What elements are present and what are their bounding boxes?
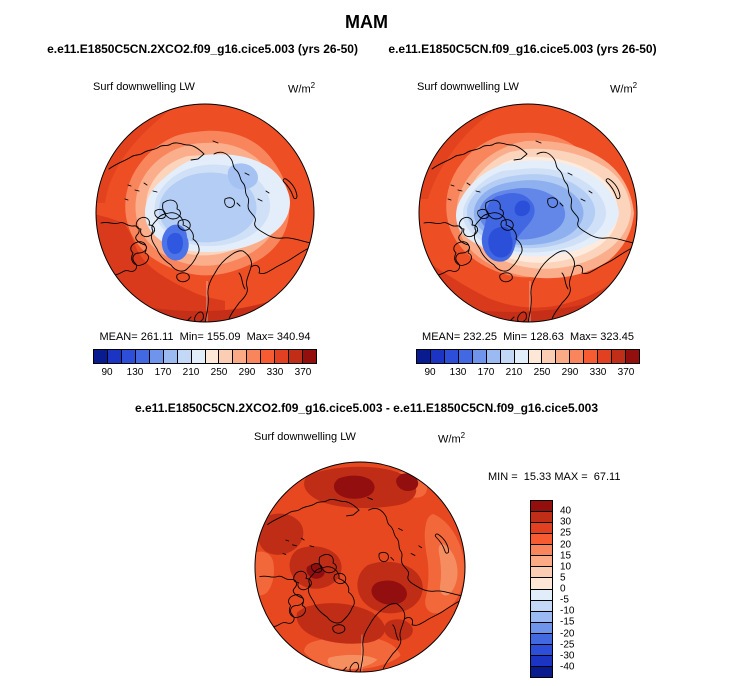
colorbar-segment xyxy=(487,350,501,363)
map-control xyxy=(418,103,638,323)
colorbar-segment xyxy=(150,350,164,363)
colorbar-value-label: 15 xyxy=(560,550,572,562)
colorbar-segment xyxy=(531,667,552,677)
colorbar-segment xyxy=(136,350,150,363)
colorbar-tick-label: 330 xyxy=(266,367,284,378)
colorbar-segment xyxy=(531,645,552,656)
colorbar-segment xyxy=(108,350,122,363)
colorbar-value-label: -10 xyxy=(560,605,575,617)
colorbar-segment xyxy=(192,350,206,363)
colorbar-segment xyxy=(459,350,473,363)
colorbar-right-ticks xyxy=(416,367,640,379)
colorbar-segment xyxy=(598,350,612,363)
field-label-diff: Surf downwelling LW xyxy=(254,431,356,443)
colorbar-segment xyxy=(531,623,552,634)
colorbar-right xyxy=(416,349,640,364)
colorbar-segment xyxy=(206,350,220,363)
colorbar-value-label: -40 xyxy=(560,661,575,673)
colorbar-left xyxy=(93,349,317,364)
colorbar-value-label: -25 xyxy=(560,639,575,651)
subtitle-left-case: e.e11.E1850C5CN.2XCO2.f09_g16.cice5.003 (yrs 26-50) xyxy=(47,42,358,56)
stats-left: MEAN= 261.11 Min= 155.09 Max= 340.94 xyxy=(99,331,311,343)
colorbar-segment xyxy=(531,590,552,601)
page-title: MAM xyxy=(345,12,388,32)
colorbar-tick-label: 370 xyxy=(294,367,312,378)
colorbar-segment xyxy=(247,350,261,363)
units-text: W/m xyxy=(438,433,461,446)
colorbar-segment xyxy=(529,350,543,363)
colorbar-segment xyxy=(626,350,639,363)
colorbar-segment xyxy=(531,656,552,667)
subtitle-difference: e.e11.E1850C5CN.2XCO2.f09_g16.cice5.003 - e.e11.E1850C5CN.f09_g16.cice5.003 xyxy=(135,401,598,415)
units-exponent: 2 xyxy=(460,431,466,440)
colorbar-tick-label: 90 xyxy=(424,367,436,378)
colorbar-value-label: 30 xyxy=(560,516,572,528)
colorbar-tick-label: 130 xyxy=(126,367,144,378)
map-2xco2 xyxy=(95,103,315,323)
colorbar-tick-label: 170 xyxy=(154,367,172,378)
colorbar-segment xyxy=(531,612,552,623)
stats-diff: MIN = 15.33 MAX = 67.11 xyxy=(488,471,621,483)
colorbar-segment xyxy=(431,350,445,363)
units-label-right xyxy=(610,81,637,96)
colorbar-segment xyxy=(261,350,275,363)
units-text: W/m xyxy=(610,83,633,96)
colorbar-segment xyxy=(570,350,584,363)
colorbar-tick-label: 210 xyxy=(505,367,523,378)
units-label-left xyxy=(288,81,315,96)
colorbar-value-label: -5 xyxy=(560,594,569,606)
colorbar-segment xyxy=(94,350,108,363)
colorbar-tick-label: 290 xyxy=(238,367,256,378)
colorbar-value-label: 5 xyxy=(560,572,566,584)
colorbar-segment xyxy=(473,350,487,363)
colorbar-value-label: -20 xyxy=(560,628,575,639)
colorbar-segment xyxy=(417,350,431,363)
colorbar-segment xyxy=(178,350,192,363)
colorbar-tick-label: 330 xyxy=(589,367,607,378)
colorbar-tick-label: 250 xyxy=(533,367,551,378)
colorbar-tick-label: 170 xyxy=(477,367,495,378)
colorbar-segment xyxy=(219,350,233,363)
colorbar-segment xyxy=(531,634,552,645)
colorbar-segment xyxy=(531,578,552,589)
colorbar-tick-label: 210 xyxy=(182,367,200,378)
colorbar-value-label: 10 xyxy=(560,561,572,573)
colorbar-tick-label: 130 xyxy=(449,367,467,378)
colorbar-value-label: 25 xyxy=(560,527,572,539)
subtitle-right-case: e.e11.E1850C5CN.f09_g16.cice5.003 (yrs 26-50) xyxy=(388,42,657,56)
colorbar-value-label: 0 xyxy=(560,583,566,595)
colorbar-segment xyxy=(164,350,178,363)
colorbar-segment xyxy=(233,350,247,363)
colorbar-segment xyxy=(303,350,316,363)
units-exponent: 2 xyxy=(632,81,638,90)
colorbar-segment xyxy=(501,350,515,363)
units-label-diff xyxy=(438,431,465,446)
colorbar-segment xyxy=(445,350,459,363)
colorbar-diff xyxy=(530,500,553,678)
colorbar-segment xyxy=(531,567,552,578)
colorbar-left-ticks xyxy=(93,367,317,379)
field-label-left: Surf downwelling LW xyxy=(93,81,195,93)
units-exponent: 2 xyxy=(310,81,316,90)
colorbar-value-label: 40 xyxy=(560,505,572,517)
colorbar-value-label: -15 xyxy=(560,616,575,628)
colorbar-segment xyxy=(531,601,552,612)
colorbar-segment xyxy=(531,501,552,512)
colorbar-segment xyxy=(122,350,136,363)
units-text: W/m xyxy=(288,83,311,96)
colorbar-segment xyxy=(515,350,529,363)
colorbar-segment xyxy=(584,350,598,363)
colorbar-segment xyxy=(612,350,626,363)
colorbar-segment xyxy=(275,350,289,363)
colorbar-segment xyxy=(531,512,552,523)
colorbar-segment xyxy=(531,556,552,567)
map-difference xyxy=(254,461,466,673)
colorbar-segment xyxy=(531,545,552,556)
field-label-right: Surf downwelling LW xyxy=(417,81,519,93)
colorbar-segment xyxy=(542,350,556,363)
colorbar-tick-label: 370 xyxy=(617,367,635,378)
colorbar-diff-labels xyxy=(560,500,590,678)
stats-right: MEAN= 232.25 Min= 128.63 Max= 323.45 xyxy=(422,331,634,343)
colorbar-tick-label: 250 xyxy=(210,367,228,378)
colorbar-segment xyxy=(556,350,570,363)
colorbar-segment xyxy=(289,350,303,363)
colorbar-tick-label: 90 xyxy=(101,367,113,378)
colorbar-tick-label: 290 xyxy=(561,367,579,378)
colorbar-value-label: -30 xyxy=(560,650,575,662)
colorbar-segment xyxy=(531,523,552,534)
colorbar-value-label: 20 xyxy=(560,539,572,550)
colorbar-segment xyxy=(531,534,552,545)
